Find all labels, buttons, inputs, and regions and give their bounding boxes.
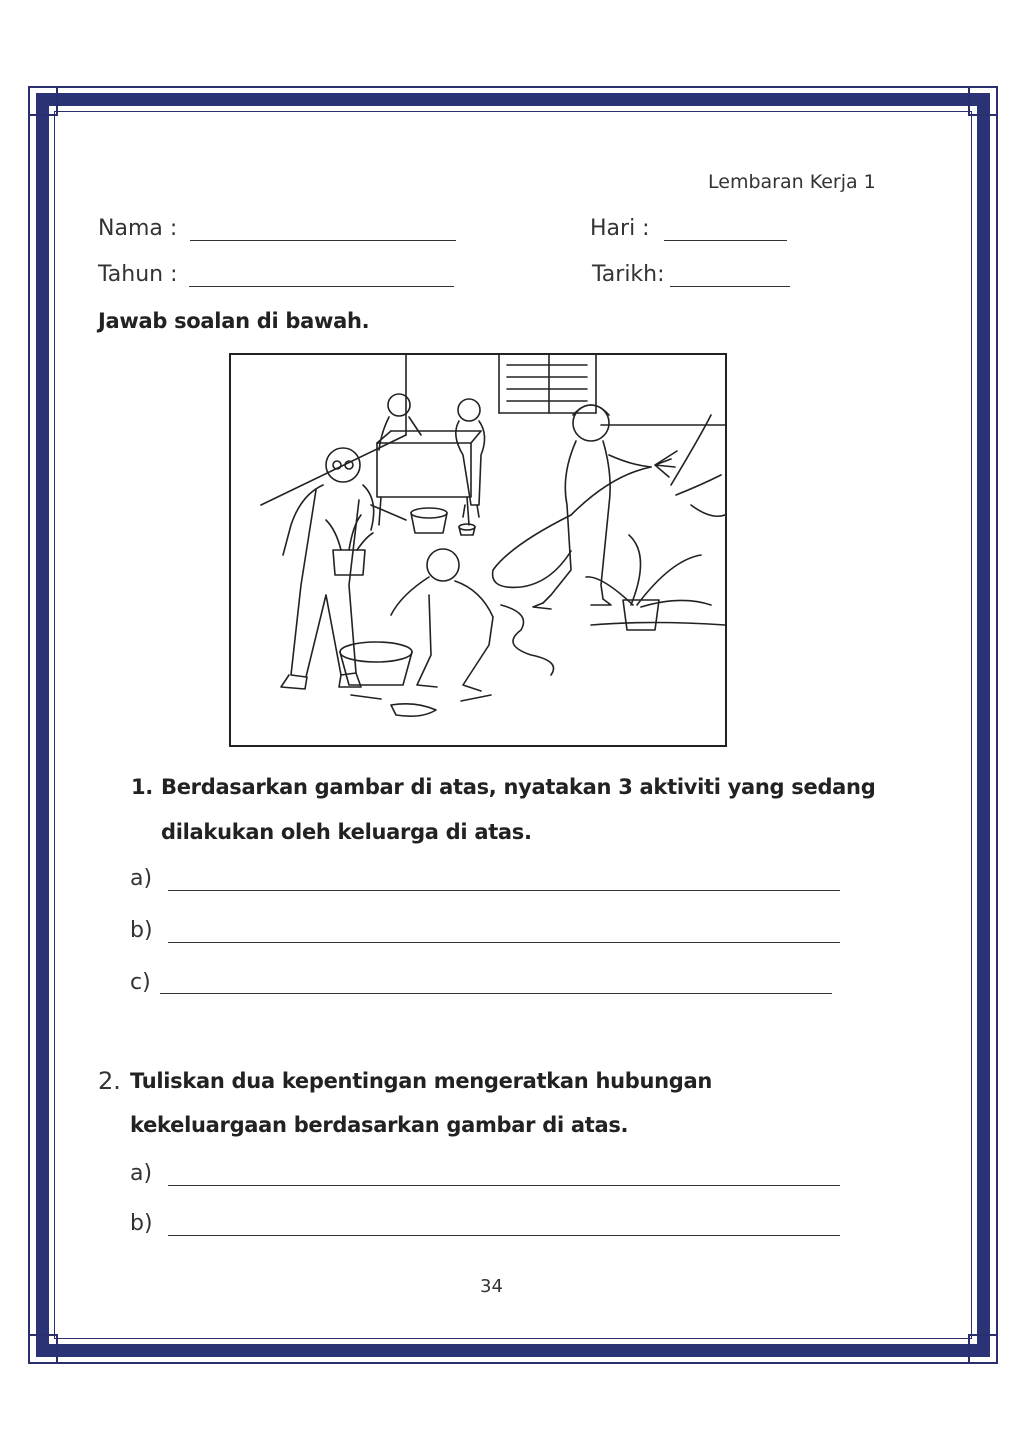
answer-2a-line[interactable] — [168, 1185, 840, 1186]
answer-1a-label: a) — [130, 866, 153, 891]
page-number: 34 — [480, 1276, 503, 1297]
name-answer-line[interactable] — [190, 240, 456, 241]
worksheet-label: Lembaran Kerja 1 — [708, 171, 876, 193]
year-answer-line[interactable] — [189, 286, 454, 287]
year-label: Tahun : — [98, 262, 178, 287]
date-label: Tarikh: — [592, 262, 665, 287]
corner-ornament-bottom-right — [968, 1334, 998, 1364]
question-2-number: 2. — [98, 1067, 121, 1095]
question-1-text-line-2: dilakukan oleh keluarga di atas. — [161, 820, 532, 844]
instruction-text: Jawab soalan di bawah. — [98, 309, 370, 333]
answer-1b-label: b) — [130, 918, 153, 943]
day-label: Hari : — [590, 216, 650, 241]
answer-1a-line[interactable] — [168, 890, 840, 891]
answer-2a-label: a) — [130, 1161, 153, 1186]
date-answer-line[interactable] — [670, 286, 790, 287]
name-label: Nama : — [98, 216, 178, 241]
answer-1c-label: c) — [130, 970, 151, 995]
answer-1c-line[interactable] — [160, 993, 832, 994]
corner-ornament-top-left — [28, 86, 58, 116]
day-answer-line[interactable] — [664, 240, 787, 241]
corner-ornament-top-right — [968, 86, 998, 116]
answer-2b-line[interactable] — [168, 1235, 840, 1236]
answer-1b-line[interactable] — [168, 942, 840, 943]
family-activity-illustration — [229, 353, 727, 747]
question-2-text-line-2: kekeluargaan berdasarkan gambar di atas. — [130, 1113, 629, 1137]
corner-ornament-bottom-left — [28, 1334, 58, 1364]
answer-2b-label: b) — [130, 1211, 153, 1236]
question-1-text-line-1: Berdasarkan gambar di atas, nyatakan 3 aktiviti yang sedang — [161, 775, 876, 799]
question-2-text-line-1: Tuliskan dua kepentingan mengeratkan hubungan — [130, 1069, 713, 1093]
question-1-number: 1. — [131, 775, 153, 799]
